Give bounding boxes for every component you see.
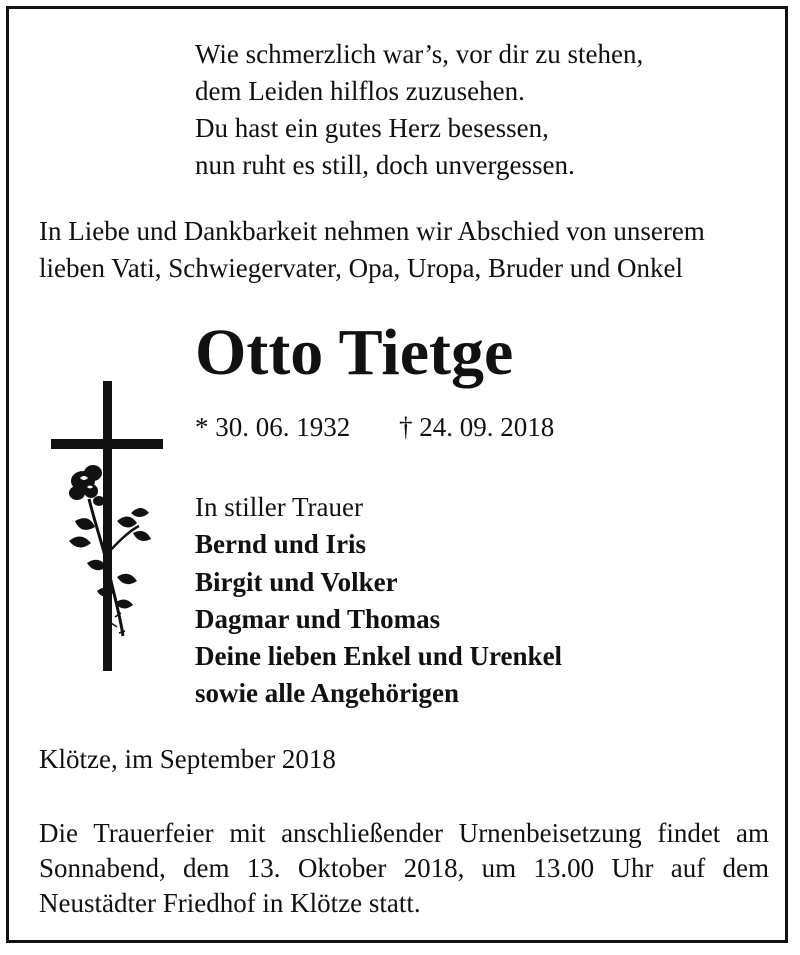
- mourner-name: Dagmar und Thomas: [195, 604, 441, 634]
- intro-line-1: In Liebe und Dankbarkeit nehmen wir Abschied von unserem: [39, 216, 705, 246]
- mourner-name: sowie alle Angehörigen: [195, 678, 459, 708]
- mourner-name: Deine lieben Enkel und Urenkel: [195, 641, 563, 671]
- deceased-name: Otto Tietge: [195, 316, 514, 389]
- mourners-heading: In stiller Trauer: [195, 492, 363, 522]
- poem-line-4: nun ruht es still, doch unvergessen.: [195, 150, 575, 180]
- mourner-name: Bernd und Iris: [195, 529, 367, 559]
- poem-line-3: Du hast ein gutes Herz besessen,: [195, 113, 549, 143]
- poem-line-2: dem Leiden hilflos zuzusehen.: [195, 76, 525, 106]
- ceremony-line-2: Sonnabend, dem 13. Oktober 2018, um 13.00 Uhr auf dem: [39, 853, 769, 883]
- mourner-name: Birgit und Volker: [195, 567, 398, 597]
- ceremony-line-1: Die Trauerfeier mit anschließender Urnenbeisetzung findet am: [39, 818, 769, 848]
- intro-line-2: lieben Vati, Schwiegervater, Opa, Uropa, Bruder und Onkel: [39, 253, 683, 283]
- death-date: † 24. 09. 2018: [399, 412, 555, 442]
- birth-date: * 30. 06. 1932: [195, 412, 351, 442]
- ceremony-announcement: [39, 816, 769, 921]
- poem-line-1: Wie schmerzlich war’s, vor dir zu stehen,: [195, 39, 644, 69]
- obituary-notice: [6, 6, 788, 943]
- cross-with-rose-icon: [47, 381, 167, 671]
- place-and-date: Klötze, im September 2018: [39, 744, 336, 774]
- ceremony-line-3: Neustädter Friedhof in Klötze statt.: [39, 888, 421, 918]
